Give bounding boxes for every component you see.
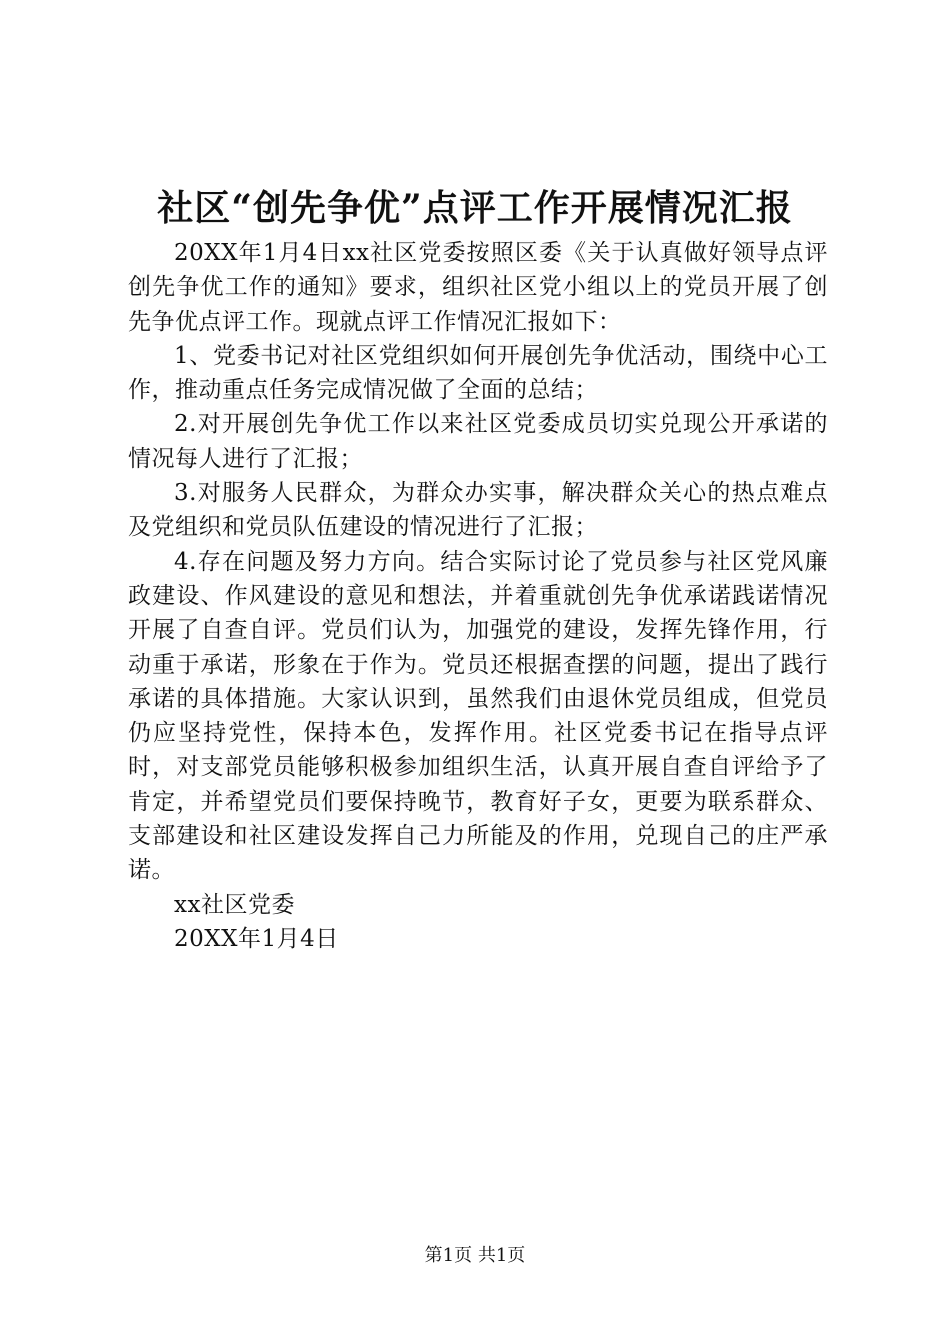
document-body (128, 236, 828, 956)
item-paragraph-3: 3.对服务人民群众，为群众办实事，解决群众关心的热点难点及党组织和党员队伍建设的情况进行了汇报； (128, 480, 828, 541)
document-date: 20XX年1月4日 (174, 925, 339, 952)
signature: xx社区党委 (174, 891, 295, 918)
item-paragraph-4: 4.存在问题及努力方向。结合实际讨论了党员参与社区党风廉政建设、作风建设的意见和想法，并着重就创先争优承诺践诺情况开展了自查自评。党员们认为，加强党的建设，发挥先锋作用，行动重于承诺，形象在于作为。党员还根据查摆的问题，提出了践行承诺的具体措施。大家认识到，虽然我们由退休党员组成，但党员仍应坚持党性，保持本色，发挥作用。社区党委书记在指导点评时，对支部党员能够积极参加组织生活，认真开展自查自评给予了肯定，并希望党员们要保持晚节，教育好子女，更要为联系群众、支部建设和社区建设发挥自己力所能及的作用，兑现自己的庄严承诺。 (128, 548, 828, 884)
document-title: 社区“创先争优”点评工作开展情况汇报 (157, 187, 793, 229)
item-paragraph-1: 1、党委书记对社区党组织如何开展创先争优活动，围绕中心工作，推动重点任务完成情况做了全面的总结； (128, 342, 828, 404)
page-number-footer: 第1页 共1页 (424, 1245, 526, 1266)
item-paragraph-2: 2.对开展创先争优工作以来社区党委成员切实兑现公开承诺的情况每人进行了汇报； (128, 411, 828, 472)
intro-paragraph: 20XX年1月4日xx社区党委按照区委《关于认真做好领导点评创先争优工作的通知》要求，组织社区党小组以上的党员开展了创先争优点评工作。现就点评工作情况汇报如下： (128, 240, 828, 335)
